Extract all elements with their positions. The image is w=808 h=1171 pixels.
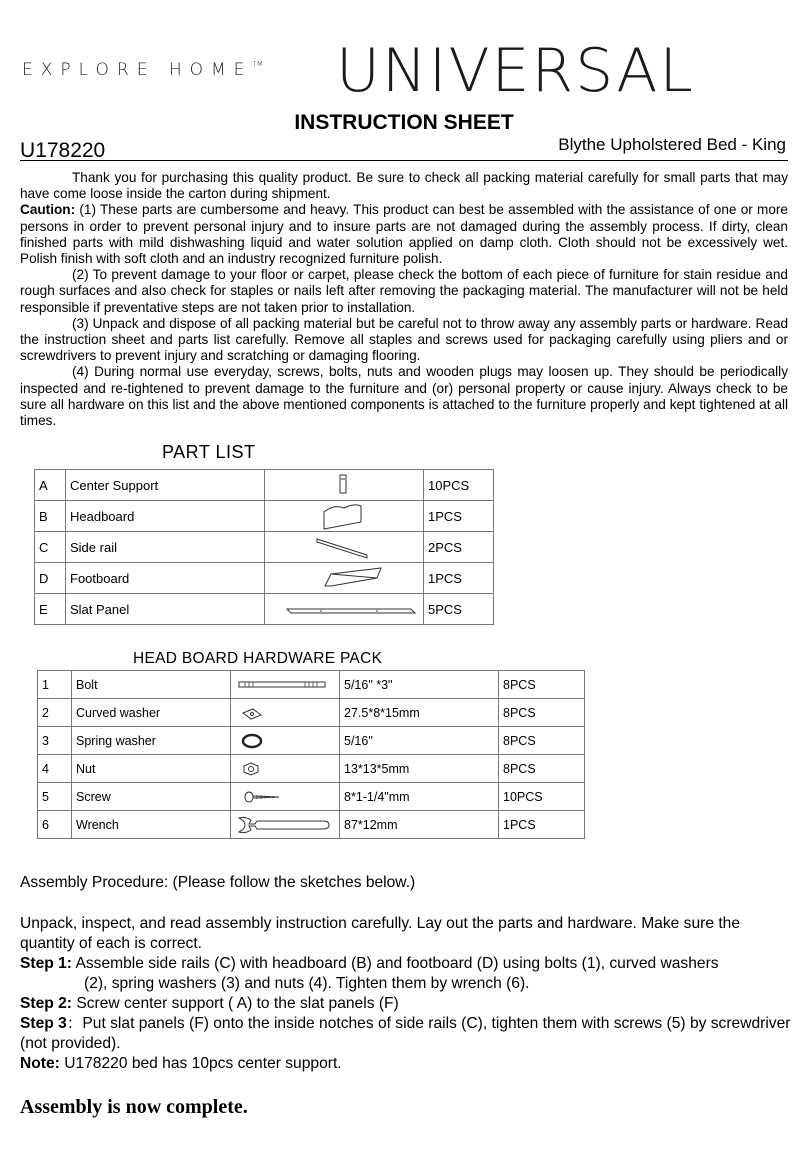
part-list-title: PART LIST	[162, 442, 256, 462]
procedure-heading: Assembly Procedure: (Please follow the sketches below.)	[20, 874, 416, 891]
step-3-label: Step 3	[20, 1015, 67, 1032]
step-1-continued: (2), spring washers (3) and nuts (4). Tighten them by wrench (6).	[84, 975, 530, 992]
part-name: Slat Panel	[66, 594, 265, 625]
hardware-size: 8*1-1/4"mm	[340, 783, 499, 811]
note-label: Note:	[20, 1055, 60, 1072]
assembly-complete: Assembly is now complete.	[20, 1096, 248, 1118]
table-row	[38, 783, 585, 811]
spring-washer-icon	[231, 727, 340, 755]
step-2	[20, 994, 792, 1014]
hardware-name: Bolt	[72, 671, 231, 699]
part-qty: 10PCS	[424, 470, 494, 501]
curved-washer-icon	[231, 699, 340, 727]
part-letter: B	[35, 501, 66, 532]
hardware-number: 2	[38, 699, 72, 727]
step-3-text: ：Put slat panels (F) onto the inside notches of side rails (C), tighten them with screws (5) by screwdriver (not provided).	[20, 1015, 791, 1052]
part-qty: 1PCS	[424, 563, 494, 594]
step-1-label: Step 1:	[20, 955, 72, 972]
hardware-number: 6	[38, 811, 72, 839]
slat-panel-icon	[265, 594, 424, 625]
hardware-table	[37, 670, 585, 839]
bolt-icon	[231, 671, 340, 699]
part-name: Center Support	[66, 470, 265, 501]
step-1-text: Assemble side rails (C) with headboard (B) and footboard (D) using bolts (1), curved washers	[72, 955, 719, 972]
trademark: TM	[252, 60, 263, 68]
intro-floor: (2) To prevent damage to your floor or carpet, please check the bottom of each piece of furniture for stain residue and rough surfaces and also check for staples or nails left after removing the packaging material. The manufacturer will not be held responsible if preventative steps are not taken prior to installation.	[20, 267, 788, 315]
table-row	[38, 671, 585, 699]
table-row	[38, 755, 585, 783]
hardware-qty: 10PCS	[499, 783, 585, 811]
brand-explore-home: EXPLORE HOME™	[22, 60, 263, 80]
hardware-qty: 8PCS	[499, 727, 585, 755]
table-row	[35, 594, 494, 625]
hardware-size: 5/16" *3"	[340, 671, 499, 699]
center-support-icon	[265, 470, 424, 501]
hardware-number: 1	[38, 671, 72, 699]
hardware-name: Screw	[72, 783, 231, 811]
brand-universal: UNIVERSAL	[336, 36, 695, 106]
procedure-body	[20, 914, 792, 1074]
hardware-name: Nut	[72, 755, 231, 783]
table-row	[38, 727, 585, 755]
hardware-size: 13*13*5mm	[340, 755, 499, 783]
intro-caution	[20, 202, 788, 267]
part-list-table	[34, 469, 494, 625]
table-row	[35, 532, 494, 563]
part-name: Footboard	[66, 563, 265, 594]
hardware-qty: 8PCS	[499, 671, 585, 699]
model-number: U178220	[20, 139, 106, 162]
intro-normal-use: (4) During normal use everyday, screws, bolts, nuts and wooden plugs may loosen up. They should be periodically inspected and re-tightened to prevent damage to the furniture and (or) personal property or cause injury. Always check to be sure all hardware on this list and the above mentioned components is attached to the furniture properly and kept tightened at all times.	[20, 364, 788, 429]
table-row	[35, 501, 494, 532]
header-divider	[20, 160, 788, 161]
hardware-name: Wrench	[72, 811, 231, 839]
note-text: U178220 bed has 10pcs center support.	[59, 1055, 342, 1072]
caution-label: Caution:	[20, 202, 76, 218]
hardware-name: Curved washer	[72, 699, 231, 727]
hardware-qty: 1PCS	[499, 811, 585, 839]
headboard-icon	[265, 501, 424, 532]
wrench-icon	[231, 811, 340, 839]
table-row	[38, 811, 585, 839]
hardware-number: 4	[38, 755, 72, 783]
part-qty: 5PCS	[424, 594, 494, 625]
hardware-pack-title: HEAD BOARD HARDWARE PACK	[133, 650, 383, 667]
part-letter: C	[35, 532, 66, 563]
unpack-text: Unpack, inspect, and read assembly instruction carefully. Lay out the parts and hardware. Make sure the quantity of each is correct.	[20, 915, 740, 952]
hardware-size: 87*12mm	[340, 811, 499, 839]
screw-icon	[231, 783, 340, 811]
page-title: INSTRUCTION SHEET	[294, 111, 514, 134]
table-row	[35, 470, 494, 501]
hardware-size: 27.5*8*15mm	[340, 699, 499, 727]
intro-unpack: (3) Unpack and dispose of all packing material but be careful not to throw away any assembly parts or hardware. Read the instruction sheet and parts list carefully. Remove all staples and screws used for packaging carefully using pliers and or screwdrivers to prevent injury and scratching or damaging flooring.	[20, 315, 788, 364]
step-2-label: Step 2:	[20, 995, 72, 1012]
part-qty: 2PCS	[424, 532, 494, 563]
part-letter: E	[35, 594, 66, 625]
part-letter: A	[35, 470, 66, 501]
step-3	[20, 1014, 792, 1054]
note	[20, 1054, 792, 1074]
footboard-icon	[265, 563, 424, 594]
part-name: Headboard	[66, 501, 265, 532]
part-qty: 1PCS	[424, 501, 494, 532]
nut-icon	[231, 755, 340, 783]
caution-text: (1) These parts are cumbersome and heavy. This product can best be assembled with the assistance of one or more persons in order to prevent personal injury and to insure parts are not damaged during the assembly process. If dirty, clean finished parts with mild dishwashing liquid and water solution applied on damp cloth. Cloth should not be excessively wet. Polish finish with soft cloth and an industry recognized furniture polish.	[20, 202, 788, 267]
hardware-size: 5/16"	[340, 727, 499, 755]
part-letter: D	[35, 563, 66, 594]
product-name: Blythe Upholstered Bed - King	[558, 135, 786, 154]
hardware-qty: 8PCS	[499, 699, 585, 727]
hardware-number: 5	[38, 783, 72, 811]
table-row	[35, 563, 494, 594]
intro-thanks: Thank you for purchasing this quality product. Be sure to check all packing material carefully for small parts that may have come loose inside the carton during shipment.	[20, 170, 788, 202]
hardware-number: 3	[38, 727, 72, 755]
table-row	[38, 699, 585, 727]
intro-text	[20, 170, 788, 429]
step-1	[20, 954, 792, 974]
step-2-text: Screw center support ( A) to the slat panels (F)	[72, 995, 399, 1012]
hardware-qty: 8PCS	[499, 755, 585, 783]
side-rail-icon	[265, 532, 424, 563]
part-name: Side rail	[66, 532, 265, 563]
hardware-name: Spring washer	[72, 727, 231, 755]
